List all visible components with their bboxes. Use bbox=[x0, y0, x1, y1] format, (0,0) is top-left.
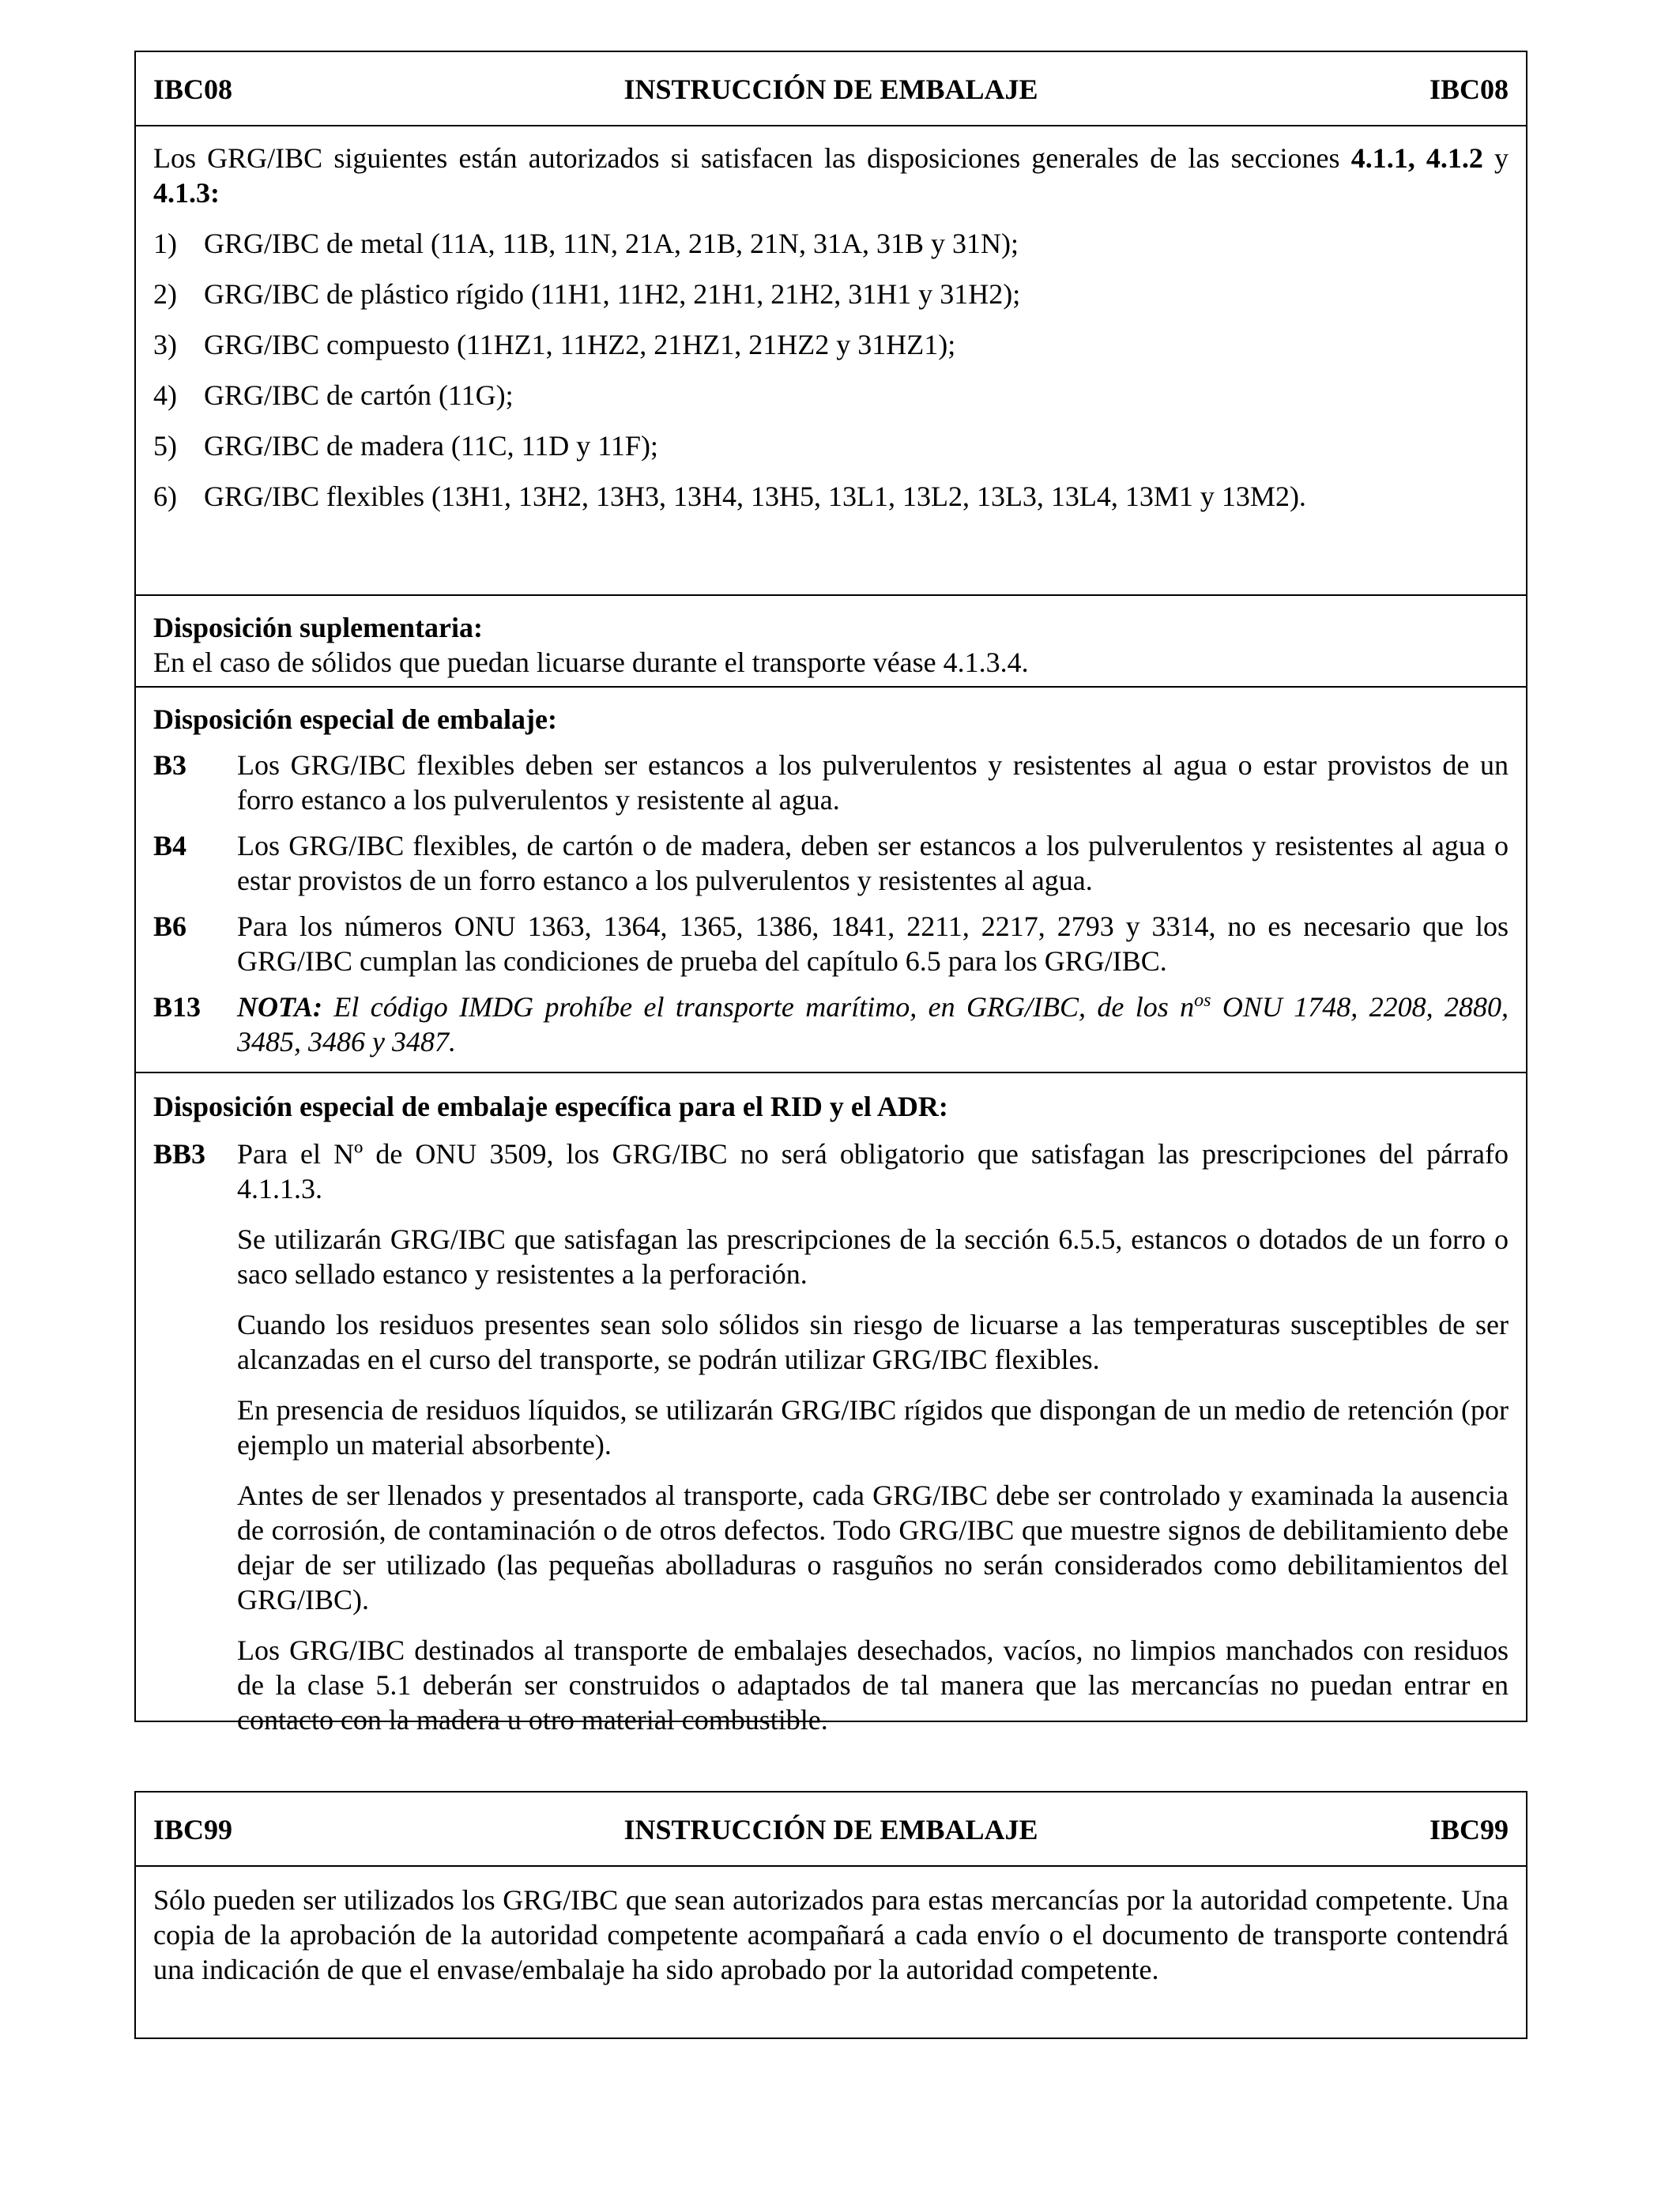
bb3-paragraph: Para el Nº de ONU 3509, los GRG/IBC no será obligatorio que satisfagan las prescripciones del párrafo 4.1.1.3. bbox=[237, 1138, 1509, 1204]
b13-note: NOTA: El código IMDG prohíbe el transporte marítimo, en GRG/IBC, de los $n^{os}$ ONU 1748, 2208, 2880, 3485, 3486 y 3487. bbox=[237, 990, 1509, 1057]
rid-adr-heading: Disposición especial de embalaje específica para el RID y el ADR: bbox=[153, 1091, 948, 1122]
ibc08-header-code-left: IBC08 bbox=[153, 74, 233, 105]
ibc08-header-code-right: IBC08 bbox=[1429, 74, 1509, 105]
ibc08-header bbox=[136, 52, 1526, 126]
supplementary-text: En el caso de sólidos que puedan licuarse durante el transporte véase 4.1.3.4. bbox=[153, 647, 1029, 678]
ibc08-instruction-box bbox=[134, 51, 1527, 1736]
list-item: 4) GRG/IBC de cartón (11G); bbox=[153, 379, 514, 411]
list-item: 6) GRG/IBC flexibles (13H1, 13H2, 13H3, 13H4, 13H5, 13L1, 13L2, 13L3, 13L4, 13M1 y 13M2). bbox=[153, 481, 1306, 512]
special-provisions-heading: Disposición especial de embalaje: bbox=[153, 703, 557, 735]
ibc99-header-code-left: IBC99 bbox=[153, 1814, 233, 1845]
bb3-paragraph: Se utilizarán GRG/IBC que satisfagan las prescripciones de la sección 6.5.5, estancos o dotados de un forro o saco sellado estanco y resistentes a la perforación. bbox=[237, 1223, 1509, 1290]
list-item: 2) GRG/IBC de plástico rígido (11H1, 11H2, 21H1, 21H2, 31H1 y 31H2); bbox=[153, 278, 1021, 310]
ibc99-header-code-right: IBC99 bbox=[1429, 1814, 1509, 1845]
ibc99-body bbox=[136, 1867, 1526, 1987]
bb3-paragraph: Los GRG/IBC destinados al transporte de embalajes desechados, vacíos, no limpios manchados con residuos de la clase 5.1 deberán ser construidos o adaptados de tal manera que las mercancías no puedan entrar en contacto con la madera u otro material combustible. bbox=[237, 1634, 1509, 1736]
supplementary-heading: Disposición suplementaria: bbox=[153, 612, 484, 643]
ibc99-text: Sólo pueden ser utilizados los GRG/IBC que sean autorizados para estas mercancías por la autoridad competente. Una copia de la aprobación de la autoridad competente acompañará a cada envío o el documento de transporte contendrá una indicación de que el envase/embalaje ha sido aprobado por la autoridad competente. bbox=[153, 1884, 1509, 1985]
bb3-paragraph: Antes de ser llenados y presentados al transporte, cada GRG/IBC debe ser controlado y examinada la ausencia de corrosión, de contaminación o de otros defectos. Todo GRG/IBC que muestre signos de debilitamiento debe dejar de ser utilizado (las pequeñas abolladuras o rasguños no serán considerados como debilitamientos del GRG/IBC). bbox=[237, 1480, 1509, 1615]
provision-bb3: BB3 Para el Nº de ONU 3509, los GRG/IBC no será obligatorio que satisfagan las prescripciones del párrafo 4.1.1.3. Se utilizarán GRG/IBC que satisfagan las prescripciones de la sección 6.5.5, estancos o dotados de un forro o saco sellado estanco y resistentes a la perforación. Cuando los residuos presentes sean solo sólidos sin riesgo de licuarse a las temperaturas susceptibles de ser alcanzadas en el curso del transporte, se podrán utilizar GRG/IBC flexibles. En presencia de residuos líquidos, se utilizarán GRG/IBC rígidos que dispongan de un medio de retención (por ejemplo un material absorbente). Antes de ser llenados y presentados al transporte, cada GRG/IBC debe ser controlado y examinada la ausencia de corrosión, de contaminación o de otros defectos. Todo GRG/IBC que muestre signos de debilitamiento debe dejar de ser utilizado (las pequeñas abolladuras o rasguños no serán considerados como debilitamientos del GRG/IBC). Los GRG/IBC destinados al transporte de embalajes desechados, vacíos, no limpios manchados con residuos de la clase 5.1 deberán ser construidos o adaptados de tal manera que las mercancías no puedan entrar en contacto con la madera u otro material combustible. bbox=[153, 1138, 1509, 1736]
provision-b4: B4 Los GRG/IBC flexibles, de cartón o de madera, deben ser estancos a los pulverulentos y resistentes al agua o estar provistos de un forro estanco a los pulverulentos y resistentes al agua. bbox=[153, 830, 1509, 896]
provision-b3: B3 Los GRG/IBC flexibles deben ser estancos a los pulverulentos y resistentes al agua o estar provistos de un forro estanco a los pulverulentos y resistente al agua. bbox=[153, 749, 1509, 816]
bb3-paragraph: Cuando los residuos presentes sean solo sólidos sin riesgo de licuarse a las temperaturas susceptibles de ser alcanzadas en el curso del transporte, se podrán utilizar GRG/IBC flexibles. bbox=[237, 1309, 1509, 1375]
ibc99-instruction-box bbox=[134, 1791, 1527, 2039]
list-item: 3) GRG/IBC compuesto (11HZ1, 11HZ2, 21HZ1, 21HZ2 y 31HZ1); bbox=[153, 329, 956, 360]
ibc08-special-provisions-section bbox=[136, 688, 1526, 1073]
list-item: 5) GRG/IBC de madera (11C, 11D y 11F); bbox=[153, 430, 658, 462]
bb3-paragraph: En presencia de residuos líquidos, se utilizarán GRG/IBC rígidos que dispongan de un medio de retención (por ejemplo un material absorbente). bbox=[237, 1394, 1509, 1461]
ibc08-intro: Los GRG/IBC siguientes están autorizados si satisfacen las disposiciones generales de las secciones 4.1.1, 4.1.2 y 4.1.3: bbox=[153, 142, 1509, 209]
provision-b6: B6 Para los números ONU 1363, 1364, 1365, 1386, 1841, 2211, 2217, 2793 y 3314, no es necesario que los GRG/IBC cumplan las condiciones de prueba del capítulo 6.5 para los GRG/IBC. bbox=[153, 910, 1509, 977]
ibc08-supplementary-section bbox=[136, 596, 1526, 688]
ibc99-header-title: INSTRUCCIÓN DE EMBALAJE bbox=[623, 1814, 1038, 1845]
provision-b13: B13 NOTA: El código IMDG prohíbe el transporte marítimo, en GRG/IBC, de los $n^{os}$ ONU 1748, 2208, 2880, 3485, 3486 y 3487. bbox=[153, 990, 1509, 1057]
ibc08-rid-adr-section bbox=[136, 1073, 1526, 1736]
ibc08-authorized-section bbox=[136, 126, 1526, 596]
ibc99-header bbox=[136, 1793, 1526, 1867]
ibc08-type-list bbox=[153, 226, 1509, 514]
list-item: 1) GRG/IBC de metal (11A, 11B, 11N, 21A, 21B, 21N, 31A, 31B y 31N); bbox=[153, 228, 1019, 259]
ibc08-header-title: INSTRUCCIÓN DE EMBALAJE bbox=[623, 74, 1038, 105]
